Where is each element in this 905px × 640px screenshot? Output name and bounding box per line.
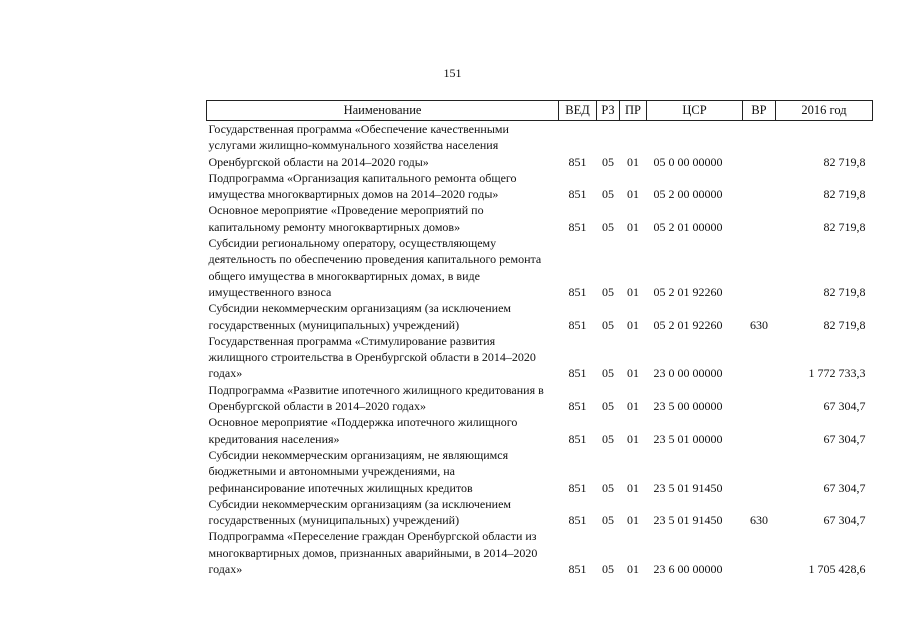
table-row bbox=[207, 202, 873, 235]
row-name: Подпрограмма «Организация капитального ремонта общего имущества многоквартирных домов на 2014–2020 годы» bbox=[208, 170, 517, 202]
row-pr: 01 bbox=[627, 187, 639, 202]
table-body bbox=[207, 121, 873, 578]
row-rz: 05 bbox=[602, 431, 614, 446]
row-ved: 851 bbox=[568, 187, 587, 202]
row-name: Субсидии некоммерческим организациям (за исключением государственных (муниципальных) учреждений) bbox=[208, 496, 512, 528]
row-pr: 01 bbox=[627, 219, 639, 234]
row-csr: 23 0 00 00000 bbox=[653, 366, 723, 381]
row-pr: 01 bbox=[627, 562, 639, 577]
row-pr: 01 bbox=[627, 431, 639, 446]
row-csr: 05 2 01 00000 bbox=[653, 219, 723, 234]
table-row bbox=[207, 414, 873, 447]
row-pr: 01 bbox=[627, 154, 639, 169]
row-vr: 630 bbox=[750, 513, 768, 528]
row-ved: 851 bbox=[568, 562, 587, 577]
row-ved: 851 bbox=[568, 399, 587, 414]
row-vr bbox=[743, 528, 776, 577]
row-vr bbox=[743, 121, 776, 170]
row-sum: 82 719,8 bbox=[823, 317, 866, 332]
row-rz: 05 bbox=[602, 399, 614, 414]
row-sum: 82 719,8 bbox=[823, 219, 866, 234]
table-row bbox=[207, 496, 873, 529]
table-row bbox=[207, 300, 873, 333]
table-row bbox=[207, 235, 873, 300]
header-rz: РЗ bbox=[597, 101, 620, 121]
table-row bbox=[207, 333, 873, 382]
row-sum: 82 719,8 bbox=[823, 187, 866, 202]
row-name: Субсидии некоммерческим организациям, не являющимся бюджетными и автономными учреждениями, на рефинансирование ипотечных жилищных кредитов bbox=[208, 447, 509, 495]
row-ved: 851 bbox=[568, 431, 587, 446]
row-pr: 01 bbox=[627, 317, 639, 332]
row-sum: 67 304,7 bbox=[823, 431, 866, 446]
row-name: Государственная программа «Стимулирование развития жилищного строительства в Оренбургской области в 2014–2020 годах» bbox=[208, 333, 536, 381]
row-vr bbox=[743, 382, 776, 415]
row-sum: 67 304,7 bbox=[823, 513, 866, 528]
table-row bbox=[207, 170, 873, 203]
row-ved: 851 bbox=[568, 317, 587, 332]
row-csr: 23 5 01 91450 bbox=[653, 513, 723, 528]
row-sum: 1 705 428,6 bbox=[808, 562, 866, 577]
row-rz: 05 bbox=[602, 562, 614, 577]
row-name: Подпрограмма «Переселение граждан Оренбургской области из многоквартирных домов, признанных аварийными, в 2014–2020 годах» bbox=[208, 529, 538, 577]
row-csr: 05 2 00 00000 bbox=[653, 187, 723, 202]
row-vr bbox=[743, 414, 776, 447]
row-rz: 05 bbox=[602, 187, 614, 202]
table-row bbox=[207, 447, 873, 496]
row-rz: 05 bbox=[602, 154, 614, 169]
row-name: Субсидии региональному оператору, осуществляющему деятельность по обеспечению проведения капитального ремонта общего имущества в многоквартирных домах, в виде имущественного взноса bbox=[208, 236, 542, 299]
row-csr: 23 5 01 00000 bbox=[653, 431, 723, 446]
row-name: Подпрограмма «Развитие ипотечного жилищного кредитования в Оренбургской области в 2014–2020 годах» bbox=[208, 382, 544, 414]
row-vr bbox=[743, 202, 776, 235]
row-ved: 851 bbox=[568, 366, 587, 381]
row-csr: 23 5 01 91450 bbox=[653, 480, 723, 495]
row-csr: 05 0 00 00000 bbox=[653, 154, 723, 169]
table-row bbox=[207, 382, 873, 415]
row-pr: 01 bbox=[627, 480, 639, 495]
row-ved: 851 bbox=[568, 284, 587, 299]
row-pr: 01 bbox=[627, 366, 639, 381]
row-pr: 01 bbox=[627, 284, 639, 299]
row-ved: 851 bbox=[568, 154, 587, 169]
row-rz: 05 bbox=[602, 480, 614, 495]
row-vr bbox=[743, 447, 776, 496]
row-vr bbox=[743, 235, 776, 300]
row-name: Основное мероприятие «Поддержка ипотечного жилищного кредитования населения» bbox=[208, 415, 518, 446]
row-sum: 82 719,8 bbox=[823, 154, 866, 169]
row-pr: 01 bbox=[627, 513, 639, 528]
header-vr: ВР bbox=[743, 101, 776, 121]
header-csr: ЦСР bbox=[647, 101, 743, 121]
row-vr: 630 bbox=[750, 317, 768, 332]
row-name: Государственная программа «Обеспечение качественными услугами жилищно-коммунального хозяйства населения Оренбургской области на 2014–2020 годы» bbox=[208, 122, 509, 169]
row-rz: 05 bbox=[602, 513, 614, 528]
page-number: 151 bbox=[443, 66, 462, 80]
row-ved: 851 bbox=[568, 480, 587, 495]
row-name: Субсидии некоммерческим организациям (за исключением государственных (муниципальных) учреждений) bbox=[208, 301, 512, 332]
table-header bbox=[207, 101, 873, 121]
row-csr: 05 2 01 92260 bbox=[653, 284, 723, 299]
table-row bbox=[207, 528, 873, 577]
row-csr: 23 5 00 00000 bbox=[653, 399, 723, 414]
row-rz: 05 bbox=[602, 366, 614, 381]
header-name: Наименование bbox=[207, 101, 559, 121]
table-row bbox=[207, 121, 873, 170]
row-vr bbox=[743, 170, 776, 203]
row-sum: 1 772 733,3 bbox=[808, 366, 866, 381]
header-sum: 2016 год bbox=[776, 101, 873, 121]
row-rz: 05 bbox=[602, 219, 614, 234]
row-sum: 67 304,7 bbox=[823, 399, 866, 414]
row-ved: 851 bbox=[568, 219, 587, 234]
row-ved: 851 bbox=[568, 513, 587, 528]
row-rz: 05 bbox=[602, 317, 614, 332]
row-sum: 67 304,7 bbox=[823, 480, 866, 495]
row-rz: 05 bbox=[602, 284, 614, 299]
row-csr: 23 6 00 00000 bbox=[653, 562, 723, 577]
budget-table bbox=[206, 100, 873, 577]
row-vr bbox=[743, 333, 776, 382]
row-sum: 82 719,8 bbox=[823, 284, 866, 299]
header-ved: ВЕД bbox=[559, 101, 597, 121]
row-csr: 05 2 01 92260 bbox=[653, 317, 723, 332]
row-pr: 01 bbox=[627, 399, 639, 414]
header-pr: ПР bbox=[620, 101, 647, 121]
row-name: Основное мероприятие «Проведение мероприятий по капитальному ремонту многоквартирных домов» bbox=[208, 203, 484, 234]
